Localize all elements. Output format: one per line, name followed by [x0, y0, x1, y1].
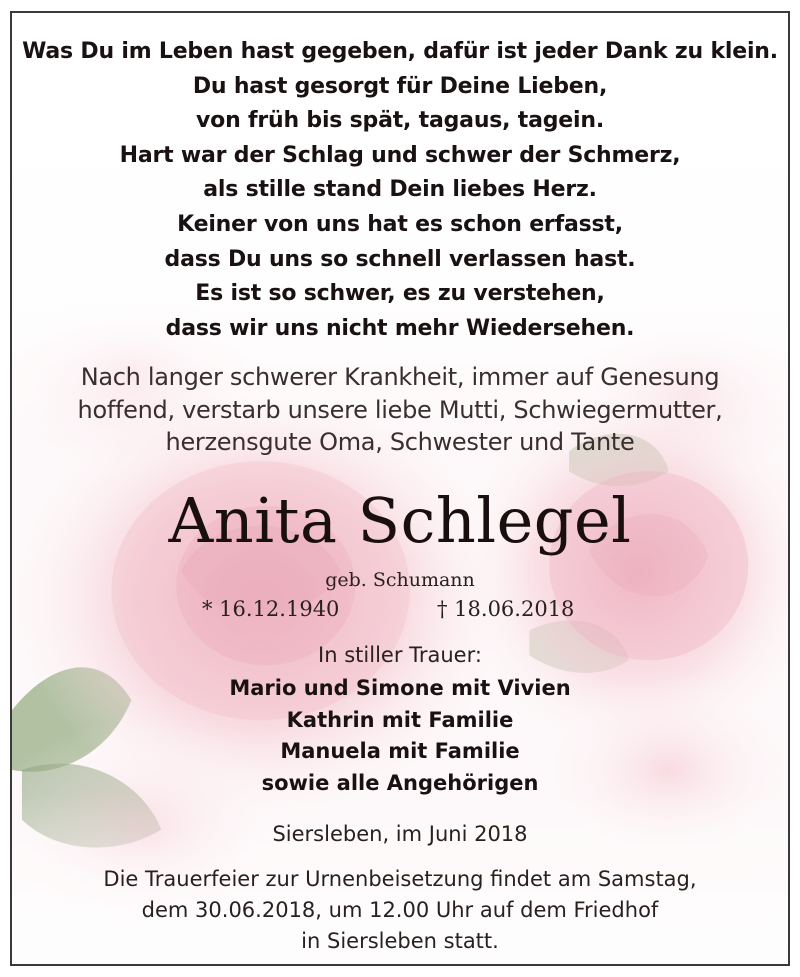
intro-line: herzensgute Oma, Schwester und Tante — [165, 428, 635, 456]
life-dates — [12, 597, 788, 627]
obituary-content — [12, 13, 788, 964]
birth-name: geb. Schumann — [325, 569, 475, 591]
death-announcement-text — [12, 361, 788, 459]
intro-line: hoffend, verstarb unsere liebe Mutti, Schwiegermutter, — [77, 395, 723, 424]
mourner: sowie alle Angehörigen — [261, 770, 539, 795]
place-and-date: Siersleben, im Juni 2018 — [272, 822, 528, 846]
poem-line: Es ist so schwer, es zu verstehen, — [195, 281, 605, 307]
intro-line: Nach langer schwerer Krankheit, immer auf Genesung — [80, 363, 720, 391]
poem-line: Keiner von uns hat es schon erfasst, — [177, 211, 623, 237]
mourner: Kathrin mit Familie — [286, 707, 514, 732]
deceased-name: Anita Schlegel — [168, 484, 632, 557]
funeral-info — [12, 864, 788, 957]
mourning-label: In stiller Trauer: — [318, 643, 482, 667]
poem-line: Hart war der Schlag und schwer der Schmerz, — [119, 142, 681, 168]
obituary-frame — [10, 11, 790, 966]
mourner: Manuela mit Familie — [280, 739, 520, 763]
poem-line: dass wir uns nicht mehr Wiedersehen. — [165, 315, 635, 341]
funeral-line: Die Trauerfeier zur Urnenbeisetzung findet am Samstag, — [103, 867, 697, 891]
funeral-line: dem 30.06.2018, um 12.00 Uhr auf dem Friedhof — [141, 898, 659, 922]
mourners-list — [12, 673, 788, 799]
poem-line: als stille stand Dein liebes Herz. — [203, 177, 597, 203]
poem-line: Was Du im Leben hast gegeben, dafür ist jeder Dank zu klein. — [22, 39, 778, 64]
death-date: † 18.06.2018 — [437, 597, 575, 621]
poem-line: von früh bis spät, tagaus, tagein. — [196, 108, 604, 134]
memorial-poem — [12, 35, 788, 346]
poem-line: dass Du uns so schnell verlassen hast. — [164, 246, 636, 272]
birth-date: * 16.12.1940 — [202, 597, 340, 621]
poem-line: Du hast gesorgt für Deine Lieben, — [192, 73, 608, 99]
mourner: Mario und Simone mit Vivien — [229, 676, 571, 700]
funeral-line: in Siersleben statt. — [301, 929, 499, 953]
